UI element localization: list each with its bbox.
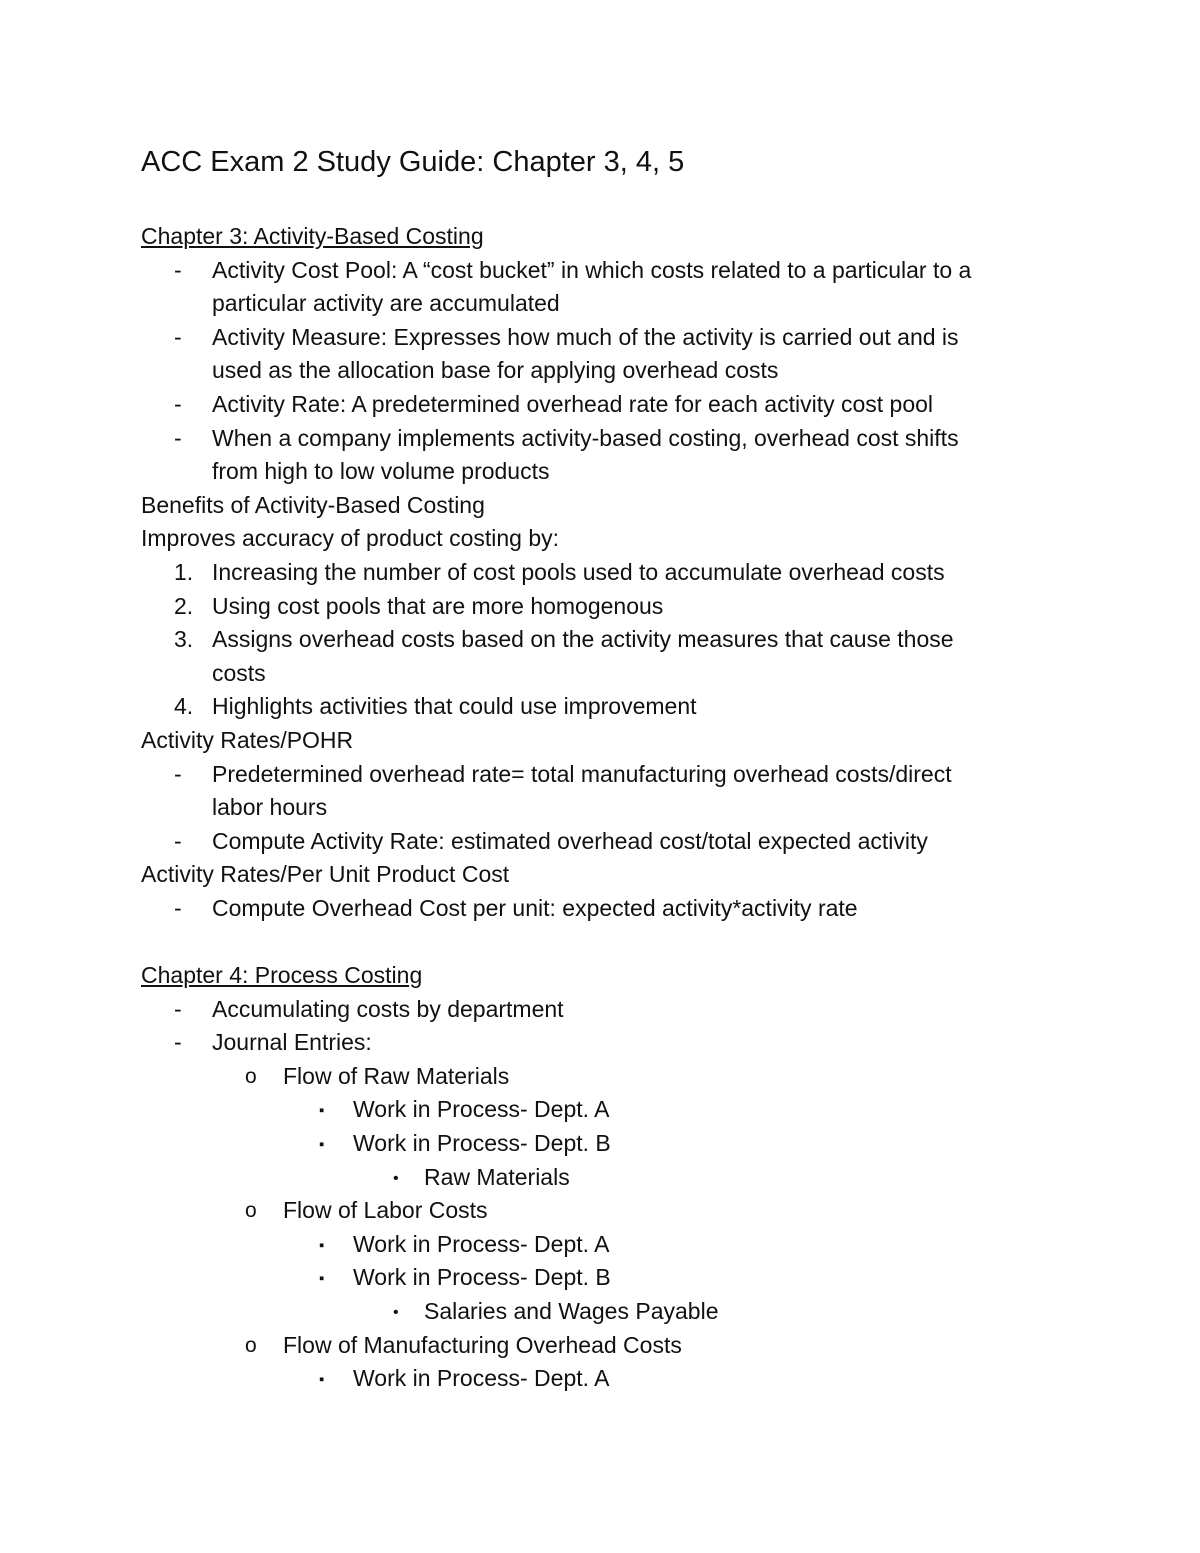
circle-bullet-icon: o [245,1064,257,1088]
list-item [141,825,1101,859]
item-number: 1. [174,558,194,585]
numbered-item [141,590,1101,624]
list-item-text: When a company implements activity-based costing, overhead cost shifts [212,424,959,451]
square-bullet-icon: ▪ [319,1371,325,1389]
square-bullet-icon: ▪ [319,1236,325,1254]
sub-list-item-text: Flow of Raw Materials [283,1062,510,1089]
numbered-item [141,690,1101,724]
chapter-4-heading: Chapter 4: Process Costing [141,962,423,989]
sub-list-item-text: Flow of Labor Costs [283,1197,488,1224]
list-item-text: Journal Entries: [212,1029,372,1056]
dash-marker: - [174,995,182,1022]
dash-marker: - [174,390,182,417]
chapter-3-heading: Chapter 3: Activity-Based Costing [141,223,484,249]
sub-sub-list-item-text: Work in Process- Dept. B [353,1130,611,1157]
list-item-continuation: particular activity are accumulated [212,290,560,317]
sub-sub-list-item-text: Work in Process- Dept. A [353,1230,610,1257]
level-4-list-item [141,1295,1101,1329]
dash-marker: - [174,894,182,921]
numbered-item-text: Increasing the number of cost pools used to accumulate overhead costs [212,558,945,585]
numbered-item [141,623,1101,657]
item-number: 4. [174,693,194,720]
list-item [141,892,1101,926]
sub-sub-list-item [141,1093,1101,1127]
list-item [141,422,1101,456]
list-item-continuation: used as the allocation base for applying overhead costs [212,357,779,384]
list-item-text: Activity Rate: A predetermined overhead rate for each activity cost pool [212,390,934,417]
list-item-text: Predetermined overhead rate= total manufacturing overhead costs/direct [212,760,952,787]
sub-sub-list-item [141,1261,1101,1295]
document-body [141,220,1101,1396]
sub-sub-list-item-text: Work in Process- Dept. A [353,1365,610,1392]
list-item-text: Accumulating costs by department [212,995,564,1022]
dash-marker: - [174,1029,182,1056]
circle-bullet-icon: o [245,1199,257,1223]
dash-marker: - [174,760,182,787]
dash-marker: - [174,256,182,283]
numbered-item-text: Using cost pools that are more homogenous [212,592,664,619]
dot-bullet-icon: • [393,1304,399,1321]
numbered-item-text: costs [212,659,266,686]
blank-line [141,925,1101,959]
list-item-text: Activity Measure: Expresses how much of the activity is carried out and is [212,323,959,350]
dash-marker: - [174,323,182,350]
list-item [141,321,1101,355]
sub-list-item-text: Flow of Manufacturing Overhead Costs [283,1331,682,1358]
improves-intro: Improves accuracy of product costing by: [141,525,560,552]
level-4-list-item-text: Raw Materials [424,1163,570,1190]
dot-bullet-icon: • [393,1169,399,1187]
list-item-text: Compute Activity Rate: estimated overhead cost/total expected activity [212,827,928,854]
item-number: 3. [174,626,194,653]
activity-rates-unit-heading: Activity Rates/Per Unit Product Cost [141,861,510,888]
square-bullet-icon: ▪ [319,1270,325,1288]
document-title: ACC Exam 2 Study Guide: Chapter 3, 4, 5 [141,146,685,178]
sub-sub-list-item [141,1127,1101,1161]
sub-list-item [141,1060,1101,1094]
level-4-list-item [141,1161,1101,1195]
circle-bullet-icon: o [245,1333,257,1357]
square-bullet-icon: ▪ [319,1102,325,1120]
activity-rates-pohr-heading: Activity Rates/POHR [141,726,354,753]
dash-marker: - [174,827,182,854]
list-item-text: Activity Cost Pool: A “cost bucket” in which costs related to a particular to a [212,256,972,283]
level-4-list-item-text: Salaries and Wages Payable [424,1298,719,1324]
sub-list-item [141,1329,1101,1363]
list-item-text: Compute Overhead Cost per unit: expected activity*activity rate [212,894,858,921]
list-item-continuation: labor hours [212,794,328,821]
sub-sub-list-item [141,1228,1101,1262]
item-number: 2. [174,592,194,619]
numbered-item-continuation [141,657,1101,691]
sub-list-item [141,1194,1101,1228]
list-item-continuation: from high to low volume products [212,458,550,485]
numbered-item-text: Highlights activities that could use improvement [212,693,697,720]
list-item [141,254,1101,288]
numbered-item-text: Assigns overhead costs based on the activity measures that cause those [212,626,954,653]
square-bullet-icon: ▪ [319,1136,325,1154]
list-item [141,758,1101,792]
benefits-heading: Benefits of Activity-Based Costing [141,491,485,518]
list-item [141,1026,1101,1060]
numbered-item [141,556,1101,590]
list-item [141,993,1101,1027]
sub-sub-list-item-text: Work in Process- Dept. A [353,1096,610,1123]
sub-sub-list-item [141,1362,1101,1396]
list-item [141,388,1101,422]
dash-marker: - [174,424,182,451]
sub-sub-list-item-text: Work in Process- Dept. B [353,1264,611,1291]
